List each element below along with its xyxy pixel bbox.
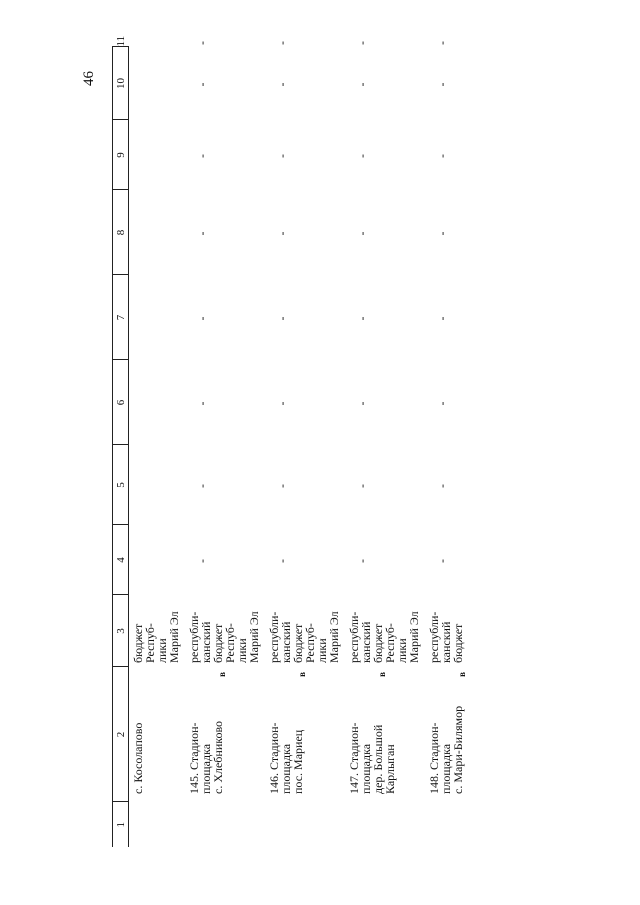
cell-c1 <box>426 802 474 847</box>
cell-object-name: с. Косолапово <box>131 722 145 794</box>
cell-c1 <box>186 802 266 847</box>
table-row: 147. Стадион- площадка дер. Большой Карлыган в республи- канский бюджет Респуб- лики Марий Эл - - - - - - - - <box>346 47 426 847</box>
column-header-8: 8 <box>113 190 129 275</box>
cell-funding-source: республи- канский бюджет Респуб- лики Марий Эл <box>347 611 421 663</box>
column-header-3: 3 <box>113 595 129 667</box>
cell-c9: - <box>355 154 369 158</box>
cell-c6: - <box>355 401 369 406</box>
cell-c8: - <box>275 231 289 236</box>
cell-c10 <box>129 47 187 120</box>
cell-mark: в <box>297 672 307 677</box>
data-table <box>112 35 474 847</box>
cell-c7: - <box>435 316 449 321</box>
cell-c9 <box>129 120 187 190</box>
cell-c1 <box>346 802 426 847</box>
cell-c8 <box>129 190 187 275</box>
cell-c9: - <box>195 154 209 158</box>
table-row: 148. Стадион- площадка с. Мари-Билямор в республи- канский бюджет - - - - - - - - <box>426 47 474 847</box>
cell-object-name: 146. Стадион- площадка пос. Мариец <box>267 722 305 794</box>
cell-c4: - <box>435 559 449 563</box>
cell-funding-source: бюджет Респуб- лики Марий Эл <box>131 611 181 663</box>
cell-c8: - <box>435 231 449 236</box>
column-header-4: 4 <box>113 525 129 595</box>
cell-c7: - <box>355 316 369 321</box>
cell-c4: - <box>275 559 289 563</box>
cell-c10: - <box>435 82 449 87</box>
column-header-5: 5 <box>113 445 129 525</box>
cell-mark: в <box>377 672 387 677</box>
cell-c5: - <box>435 484 449 488</box>
cell-c10: - <box>275 82 289 87</box>
cell-funding-source: республи- канский бюджет <box>427 611 465 663</box>
cell-funding-source: республи- канский бюджет Респуб- лики Марий Эл <box>267 611 341 663</box>
cell-object-name: 147. Стадион- площадка дер. Большой Карлыган <box>347 722 397 794</box>
cell-c1 <box>129 802 187 847</box>
column-header-2: 2 <box>113 667 129 802</box>
table-row: 145. Стадион- площадка с. Хлебниково в республи- канский бюджет Респуб- лики Марий Эл - - - - - - - - <box>186 47 266 847</box>
cell-mark: в <box>217 672 227 677</box>
cell-c8: - <box>355 231 369 236</box>
cell-c5: - <box>275 484 289 488</box>
cell-c4: - <box>355 559 369 563</box>
cell-object-name: 145. Стадион- площадка с. Хлебниково <box>187 720 225 794</box>
table-header-row: 1 2 3 4 5 6 7 8 9 10 11 <box>113 47 129 847</box>
cell-c9: - <box>275 154 289 158</box>
column-header-1: 1 <box>113 802 129 847</box>
table-row <box>129 47 187 847</box>
cell-c6: - <box>435 401 449 406</box>
cell-c4 <box>129 525 187 595</box>
cell-c7: - <box>275 316 289 321</box>
cell-object-name: 148. Стадион- площадка с. Мари-Билямор <box>427 705 465 794</box>
cell-c5: - <box>355 484 369 488</box>
rotated-table-container <box>112 35 532 847</box>
cell-funding-source: республи- канский бюджет Респуб- лики Марий Эл <box>187 611 261 663</box>
column-header-10: 10 <box>113 47 129 120</box>
cell-c9: - <box>435 154 449 158</box>
cell-c4: - <box>195 559 209 563</box>
cell-c10: - <box>195 82 209 87</box>
cell-c5 <box>129 445 187 525</box>
table-row: 146. Стадион- площадка пос. Мариец в республи- канский бюджет Респуб- лики Марий Эл - - - - - - - - <box>266 47 346 847</box>
cell-c10: - <box>355 82 369 87</box>
cell-c1 <box>266 802 346 847</box>
cell-c7 <box>129 275 187 360</box>
page-number: 46 <box>81 71 97 86</box>
cell-mark: в <box>457 672 467 677</box>
column-header-7: 7 <box>113 275 129 360</box>
cell-mark <box>129 667 187 687</box>
cell-c6 <box>129 360 187 445</box>
cell-c5: - <box>195 484 209 488</box>
column-header-6: 6 <box>113 360 129 445</box>
cell-c7: - <box>195 316 209 321</box>
column-header-9: 9 <box>113 120 129 190</box>
cell-c8: - <box>195 231 209 236</box>
cell-c6: - <box>195 401 209 406</box>
cell-c6: - <box>275 401 289 406</box>
